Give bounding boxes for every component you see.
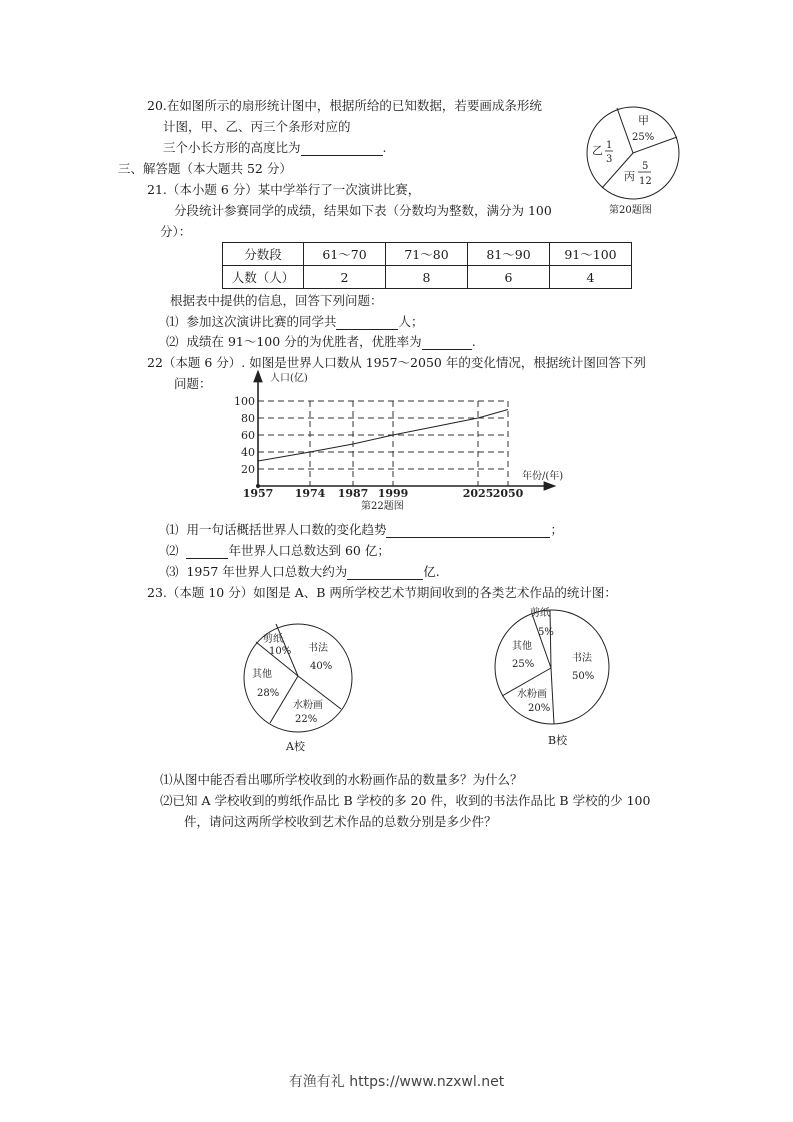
q22-figure-caption: 第22题图 (361, 501, 404, 512)
q20-label-jia: 甲 (638, 114, 649, 127)
q21-sub1-answer-blank[interactable] (336, 316, 398, 330)
q21-line3: 分）： (160, 224, 192, 239)
svg-text:10%: 10% (269, 646, 292, 657)
q20-line3 (163, 140, 387, 156)
q22-sub1-prefix: 用一句话概括世界人口数的变化趋势 (186, 522, 387, 537)
q22-sub3 (166, 564, 440, 580)
svg-text:100: 100 (234, 395, 255, 408)
q21-prompt: 根据表中提供的信息，回答下列问题： (170, 293, 383, 308)
q20-bing-numerator: 5 (642, 161, 649, 172)
q21-sub2-suffix: . (471, 334, 476, 349)
q23-sub2-line2: 件，请问这两所学校收到艺术作品的总数分别是多少件？ (184, 814, 497, 829)
school-a-caption: A校 (286, 740, 305, 753)
table-row (223, 266, 632, 289)
svg-text:书法: 书法 (572, 653, 592, 664)
svg-text:1999: 1999 (377, 487, 409, 500)
q22-line2: 问题： (174, 376, 212, 391)
section-3-title: 三、解答题（本大题共 52 分） (118, 161, 292, 176)
q20-pie-chart (580, 100, 690, 220)
q20-line3-suffix: . (382, 140, 387, 155)
q22-sub1-answer-blank[interactable] (386, 524, 550, 538)
q22-sub2-number: ⑵ (166, 543, 179, 558)
table-row (223, 243, 632, 266)
q22-line1: 22（本题 6 分）. 如图是世界人口数从 1957～2050 年的变化情况，根据统计图回答下列 (147, 355, 646, 370)
q21-sub2-number: ⑵ (166, 334, 179, 349)
q23-sub2-line1: ⑵已知 A 学校收到的剪纸作品比 B 学校的多 20 件，收到的书法作品比 B 学校的少 100 (160, 793, 651, 808)
y-axis-label: 人口(亿) (270, 373, 308, 384)
table-header-cell: 分数段 (223, 243, 304, 266)
svg-text:2050: 2050 (492, 487, 524, 500)
svg-text:1957: 1957 (242, 487, 274, 500)
q20-label-bing: 丙 (624, 170, 635, 183)
svg-text:其他: 其他 (252, 669, 272, 680)
svg-text:40: 40 (241, 446, 255, 459)
svg-text:2025: 2025 (462, 487, 494, 500)
x-axis-label: 年份/(年) (522, 471, 564, 482)
q20-figure-caption: 第20题图 (609, 205, 652, 216)
q20-line2: 计图，甲、乙、丙三个条形对应的 (163, 119, 351, 134)
table-cell: 61～70 (304, 243, 386, 266)
school-b-pie-chart (480, 600, 620, 755)
table-cell: 2 (304, 266, 386, 289)
svg-text:其他: 其他 (512, 641, 532, 652)
q22-sub2 (166, 543, 390, 559)
footer-watermark: 有渔有礼 https://www.nzxwl.net (288, 1074, 505, 1090)
q21-line2: 分段统计参赛同学的成绩，结果如下表（分数均为整数，满分为 100 (174, 203, 552, 218)
q21-sub2-prefix: 成绩在 91～100 分的为优胜者，优胜率为 (186, 334, 422, 349)
svg-text:剪纸: 剪纸 (263, 634, 283, 645)
table-cell: 71～80 (386, 243, 468, 266)
q21-sub2-answer-blank[interactable] (422, 336, 472, 350)
q22-sub2-suffix: 年世界人口总数达到 60 亿； (228, 543, 390, 558)
svg-text:书法: 书法 (308, 643, 328, 654)
q22-sub3-suffix: 亿. (423, 564, 440, 579)
q23-sub1: ⑴从图中能否看出哪所学校收到的水粉画作品的数量多？为什么？ (160, 772, 523, 787)
q22-sub2-answer-blank[interactable] (186, 545, 228, 559)
table-cell: 4 (550, 266, 632, 289)
q22-sub3-number: ⑶ (166, 564, 179, 579)
table-cell: 91～100 (550, 243, 632, 266)
svg-text:1974: 1974 (294, 487, 326, 500)
q20-line3-prefix: 三个小长方形的高度比为 (163, 140, 301, 155)
q20-value-jia: 25% (632, 132, 655, 143)
svg-text:20%: 20% (528, 703, 551, 714)
svg-text:20: 20 (241, 463, 255, 476)
svg-text:50%: 50% (572, 671, 595, 682)
q22-sub1 (166, 522, 563, 538)
q22-sub3-answer-blank[interactable] (347, 566, 423, 580)
svg-text:水粉画: 水粉画 (293, 700, 323, 711)
q21-sub1-prefix: 参加这次演讲比赛的同学共 (186, 314, 337, 329)
q21-sub1-suffix: 人； (398, 314, 424, 329)
q20-yi-numerator: 1 (606, 140, 613, 151)
table-header-cell: 人数（人） (223, 266, 304, 289)
q23-line1: 23.（本题 10 分）如图是 A、B 两所学校艺术节期间收到的各类艺术作品的统计图： (147, 585, 617, 600)
q20-answer-blank[interactable] (301, 142, 383, 156)
q21-line1: 21.（本小题 6 分）某中学举行了一次演讲比赛， (147, 182, 421, 197)
table-cell: 8 (386, 266, 468, 289)
svg-text:60: 60 (241, 429, 255, 442)
q22-sub1-suffix: ； (550, 522, 563, 537)
q22-sub1-number: ⑴ (166, 522, 179, 537)
svg-text:22%: 22% (295, 714, 318, 725)
q20-yi-denominator: 3 (606, 154, 613, 165)
svg-text:25%: 25% (512, 659, 535, 670)
svg-text:28%: 28% (257, 688, 280, 699)
table-cell: 81～90 (468, 243, 550, 266)
table-cell: 6 (468, 266, 550, 289)
svg-text:水粉画: 水粉画 (517, 689, 547, 700)
school-b-caption: B校 (548, 734, 568, 747)
q21-sub1 (166, 314, 424, 330)
q20-label-yi: 乙 (592, 144, 603, 157)
q21-sub1-number: ⑴ (166, 314, 179, 329)
svg-text:80: 80 (241, 412, 255, 425)
svg-text:40%: 40% (310, 661, 333, 672)
q22-line-chart (220, 370, 580, 520)
school-a-pie-chart (230, 610, 370, 760)
svg-text:1987: 1987 (337, 487, 369, 500)
q22-sub3-prefix: 1957 年世界人口总数大约为 (186, 564, 348, 579)
q20-line1: 20.在如图所示的扇形统计图中，根据所给的已知数据，若要画成条形统 (147, 98, 542, 113)
q20-bing-denominator: 12 (639, 176, 652, 187)
q21-sub2 (166, 334, 476, 350)
svg-text:剪纸: 剪纸 (530, 608, 550, 619)
svg-text:5%: 5% (538, 627, 554, 638)
q21-score-table (222, 242, 632, 289)
